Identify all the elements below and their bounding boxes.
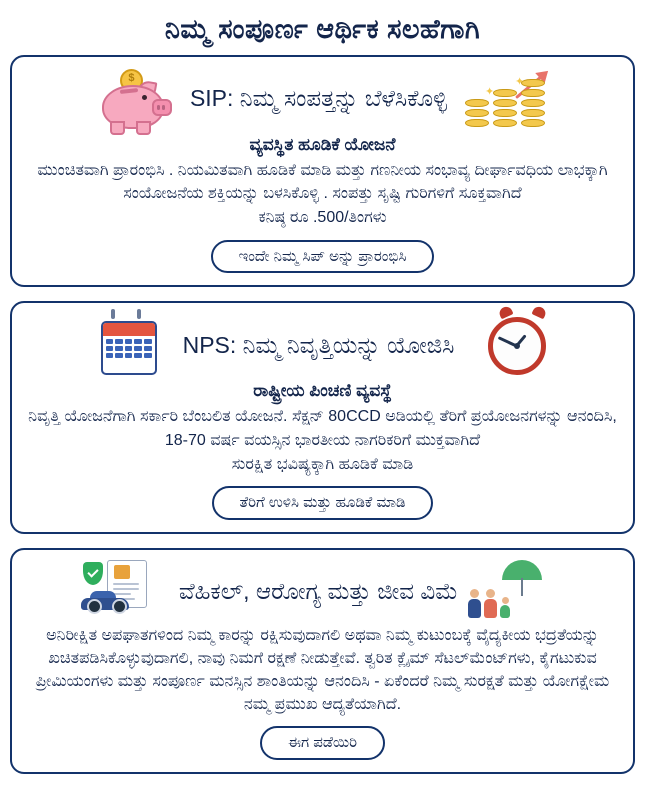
sip-body: ಮುಂಚಿತವಾಗಿ ಪ್ರಾರಂಭಿಸಿ . ನಿಯಮಿತವಾಗಿ ಹೂಡಿಕೆ ಮಾಡಿ ಮತ್ತು ಗಣನೀಯ ಸಂಭಾವ್ಯ ದೀರ್ಘಾವಧಿಯ ಲಾಭಕ್ಕಾಗಿ ಸಂಯೋಜನೆಯ ಶಕ್ತಿಯನ್ನು ಬಳಸಿಕೊಳ್ಳಿ . ಸಂಪತ್ತು ಸೃಷ್ಟಿ ಗುರಿಗಳಿಗೆ ಸೂಕ್ತವಾಗಿದೆ [37, 162, 608, 203]
insurance-card [10, 548, 635, 774]
sip-title: SIP: ನಿಮ್ಮ ಸಂಪತ್ತನ್ನು ಬೆಳೆಸಿಕೊಳ್ಳಿ [189, 85, 448, 112]
nps-title: NPS: ನಿಮ್ಮ ನಿವೃತ್ತಿಯನ್ನು ಯೋಜಿಸಿ [182, 331, 455, 358]
piggy-bank-icon: $ [92, 67, 180, 131]
page-title: ನಿಮ್ಮ ಸಂಪೂರ್ಣ ಆರ್ಥಿಕ ಸಲಹೆಗಾಗಿ [164, 14, 481, 44]
coin-stack-growth-icon: ✦ ✦ [457, 67, 553, 131]
sip-subtitle: ವ್ಯವಸ್ಥಿತ ಹೂಡಿಕೆ ಯೋಜನೆ [249, 135, 396, 155]
nps-subtitle: ರಾಷ್ಟ್ರೀಯ ಪಿಂಚಣಿ ವ್ಯವಸ್ಥೆ [253, 381, 392, 401]
nps-card [10, 301, 635, 533]
insurance-card-header [26, 560, 619, 624]
nps-body: ನಿವೃತ್ತಿ ಯೋಜನೆಗಾಗಿ ಸರ್ಕಾರಿ ಬೆಂಬಲಿತ ಯೋಜನೆ. ಸೆಕ್ಷನ್ 80CCD ಅಡಿಯಲ್ಲಿ ತೆರಿಗೆ ಪ್ರಯೋಜನಗಳನ್ನು ಆನಂದಿಸಿ, 18-70 ವರ್ಷ ವಯಸ್ಸಿನ ಭಾರತೀಯ ನಾಗರಿಕರಿಗೆ ಮುಕ್ತವಾಗಿದೆ [28, 408, 617, 449]
calendar-icon [85, 313, 173, 377]
alarm-clock-icon [464, 313, 560, 377]
sip-card [10, 55, 635, 287]
sip-minimum: ಕನಿಷ್ಠ ರೂ .500/ತಿಂಗಳು [258, 209, 387, 227]
sip-cta-button[interactable]: ಇಂದೇ ನಿಮ್ಮ ಸಿಪ್ ಅನ್ನು ಪ್ರಾರಂಭಿಸಿ [211, 240, 435, 274]
car-policy-icon [81, 560, 169, 624]
insurance-cta-button[interactable]: ಈಗ ಪಡೆಯಿರಿ [260, 726, 385, 760]
nps-minimum: ಸುರಕ್ಷಿತ ಭವಿಷ್ಯಕ್ಕಾಗಿ ಹೂಡಿಕೆ ಮಾಡಿ [231, 455, 414, 473]
insurance-title: ವೆಹಿಕಲ್, ಆರೋಗ್ಯ ಮತ್ತು ಜೀವ ವಿಮೆ [178, 577, 459, 604]
insurance-body: ಅನಿರೀಕ್ಷಿತ ಅಪಘಾತಗಳಿಂದ ನಿಮ್ಮ ಕಾರನ್ನು ರಕ್ಷಿಸುವುದಾಗಲಿ ಅಥವಾ ನಿಮ್ಮ ಕುಟುಂಬಕ್ಕೆ ವೈದ್ಯಕೀಯ ಭದ್ರತೆಯನ್ನು ಖಚಿತಪಡಿಸಿಕೊಳ್ಳುವುದಾಗಲಿ, ನಾವು ನಿಮಗೆ ರಕ್ಷಣೆ ನೀಡುತ್ತೇವೆ. ತ್ವರಿತ ಕ್ಲೈಮ್ ಸೆಟಲ್‌ಮೆಂಟ್‌ಗಳು, ಕೈಗಟುಕುವ ಪ್ರೀಮಿಯಂಗಳು ಮತ್ತು ಸಂಪೂರ್ಣ ಮನಸ್ಸಿನ ಶಾಂತಿಯನ್ನು ಆನಂದಿಸಿ - ಏಕೆಂದರೆ ನಿಮ್ಮ ಸುರಕ್ಷತೆ ಮತ್ತು ಯೋಗಕ್ಷೇಮ ನಮ್ಮ ಪ್ರಮುಖ ಆದ್ಯತೆಯಾಗಿದೆ. [35, 626, 610, 714]
nps-cta-button[interactable]: ತೆರಿಗೆ ಉಳಿಸಿ ಮತ್ತು ಹೂಡಿಕೆ ಮಾಡಿ [212, 486, 434, 520]
family-umbrella-icon [468, 560, 564, 624]
nps-card-header [26, 313, 619, 377]
sip-card-header [26, 67, 619, 131]
